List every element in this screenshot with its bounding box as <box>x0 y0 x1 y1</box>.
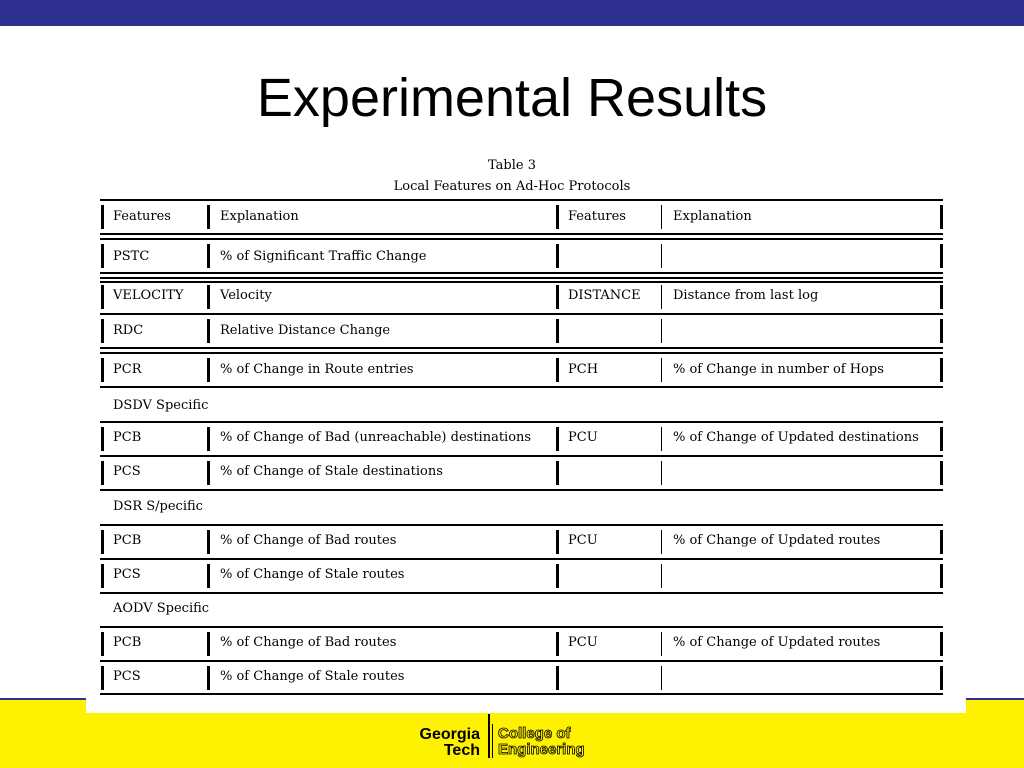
table-vrule <box>556 666 559 690</box>
table-rule <box>100 386 943 388</box>
table-cell: PCU <box>568 635 598 650</box>
table-cell: Relative Distance Change <box>220 323 391 338</box>
table-rule <box>100 558 943 560</box>
table-rule <box>100 592 943 594</box>
table-vrule <box>940 244 943 268</box>
logo-engineering-text: Engineering <box>498 741 585 758</box>
table-rule <box>100 313 943 315</box>
table-vrule <box>661 530 662 554</box>
table-vrule <box>556 530 559 554</box>
table-rule <box>100 352 943 354</box>
table-vrule <box>940 285 943 309</box>
table-caption-title: Local Features on Ad-Hoc Protocols <box>393 179 631 194</box>
table-vrule <box>661 632 662 656</box>
table-cell: % of Change of Updated destinations <box>673 430 919 445</box>
table-cell: PCB <box>113 533 142 548</box>
section-label-dsdv: DSDV Specific <box>113 398 209 413</box>
table-vrule <box>101 205 104 229</box>
table-cell: PCB <box>113 635 142 650</box>
table-vrule <box>556 319 559 343</box>
table-vrule <box>101 666 104 690</box>
table-rule <box>100 626 943 628</box>
table-caption-number: Table 3 <box>488 158 536 173</box>
table-vrule <box>207 285 210 309</box>
table-header-cell: Explanation <box>673 209 752 224</box>
table-vrule <box>101 319 104 343</box>
table-vrule <box>101 632 104 656</box>
table-cell: PCS <box>113 464 141 479</box>
logo-tower-mark <box>488 714 490 758</box>
table-cell: PCU <box>568 430 598 445</box>
section-label-dsr: DSR S/pecific <box>113 499 203 514</box>
table-vrule <box>556 427 559 451</box>
table-vrule <box>207 461 210 485</box>
table-cell: Distance from last log <box>673 288 819 303</box>
table-rule <box>100 347 943 349</box>
table-cell: % of Change of Bad routes <box>220 635 397 650</box>
table-rule <box>100 199 943 201</box>
table-vrule <box>101 530 104 554</box>
table-vrule <box>940 205 943 229</box>
table-cell: RDC <box>113 323 144 338</box>
table-vrule <box>940 632 943 656</box>
table-vrule <box>940 666 943 690</box>
table-rule <box>100 489 943 491</box>
table-rule <box>100 660 943 662</box>
table-vrule <box>101 564 104 588</box>
table-cell: % of Change of Stale routes <box>220 567 405 582</box>
table-cell: PCR <box>113 362 142 377</box>
table-vrule <box>661 427 662 451</box>
table-cell: % of Change in number of Hops <box>673 362 884 377</box>
table-rule <box>100 281 943 283</box>
table-cell: % of Change of Bad (unreachable) destinations <box>220 430 532 445</box>
table-cell: PCH <box>568 362 599 377</box>
table-vrule <box>556 564 559 588</box>
table-vrule <box>661 285 662 309</box>
table-vrule <box>940 564 943 588</box>
table-cell: PCU <box>568 533 598 548</box>
table-cell: VELOCITY <box>113 288 184 303</box>
table-cell: % of Change of Stale routes <box>220 669 405 684</box>
table-vrule <box>207 244 210 268</box>
table-cell: % of Change of Bad routes <box>220 533 397 548</box>
table-vrule <box>940 530 943 554</box>
table-vrule <box>101 461 104 485</box>
table-cell: PCS <box>113 669 141 684</box>
table-rule <box>100 421 943 423</box>
table-vrule <box>661 205 662 229</box>
table-cell: DISTANCE <box>568 288 641 303</box>
table-vrule <box>101 427 104 451</box>
table-vrule <box>556 358 559 382</box>
table-cell: PCB <box>113 430 142 445</box>
table-vrule <box>207 530 210 554</box>
table-vrule <box>661 564 662 588</box>
table-rule <box>100 693 943 695</box>
table-vrule <box>556 285 559 309</box>
table-vrule <box>101 285 104 309</box>
table-vrule <box>556 244 559 268</box>
table-vrule <box>940 319 943 343</box>
table-vrule <box>661 244 662 268</box>
table-vrule <box>940 358 943 382</box>
table-header-cell: Features <box>113 209 171 224</box>
table-cell: % of Significant Traffic Change <box>220 249 427 264</box>
table-vrule <box>207 358 210 382</box>
table-rule <box>100 524 943 526</box>
table-cell: % of Change of Updated routes <box>673 635 881 650</box>
table-header-cell: Features <box>568 209 626 224</box>
table-vrule <box>207 564 210 588</box>
table-vrule <box>556 632 559 656</box>
table-rule <box>100 272 943 274</box>
table-vrule <box>556 205 559 229</box>
table-vrule <box>661 358 662 382</box>
slide-title: Experimental Results <box>256 68 768 128</box>
table-vrule <box>207 319 210 343</box>
table-rule <box>100 455 943 457</box>
table-vrule <box>661 319 662 343</box>
georgia-tech-college-of-engineering-logo <box>404 714 604 758</box>
logo-college-of-text: College of <box>498 725 571 742</box>
table-cell: PSTC <box>113 249 150 264</box>
table-cell: PCS <box>113 567 141 582</box>
table-header-cell: Explanation <box>220 209 299 224</box>
table-vrule <box>556 461 559 485</box>
table-rule <box>100 233 943 235</box>
table-cell: % of Change of Stale destinations <box>220 464 443 479</box>
logo-tower-mark <box>492 724 493 758</box>
table-vrule <box>207 205 210 229</box>
table-cell: % of Change of Updated routes <box>673 533 881 548</box>
logo-tech-text: Tech <box>443 742 480 759</box>
table-vrule <box>207 666 210 690</box>
table-vrule <box>940 461 943 485</box>
table-vrule <box>661 461 662 485</box>
section-label-aodv: AODV Specific <box>113 601 210 616</box>
table-rule <box>100 277 943 279</box>
table-vrule <box>101 358 104 382</box>
table-cell: % of Change in Route entries <box>220 362 414 377</box>
table-vrule <box>101 244 104 268</box>
table-vrule <box>940 427 943 451</box>
table-rule <box>100 238 943 240</box>
logo-georgia-text: Georgia <box>419 726 480 743</box>
table-vrule <box>207 632 210 656</box>
table-vrule <box>207 427 210 451</box>
top-accent-bar <box>0 0 1024 26</box>
table-cell: Velocity <box>220 288 272 303</box>
table-vrule <box>661 666 662 690</box>
